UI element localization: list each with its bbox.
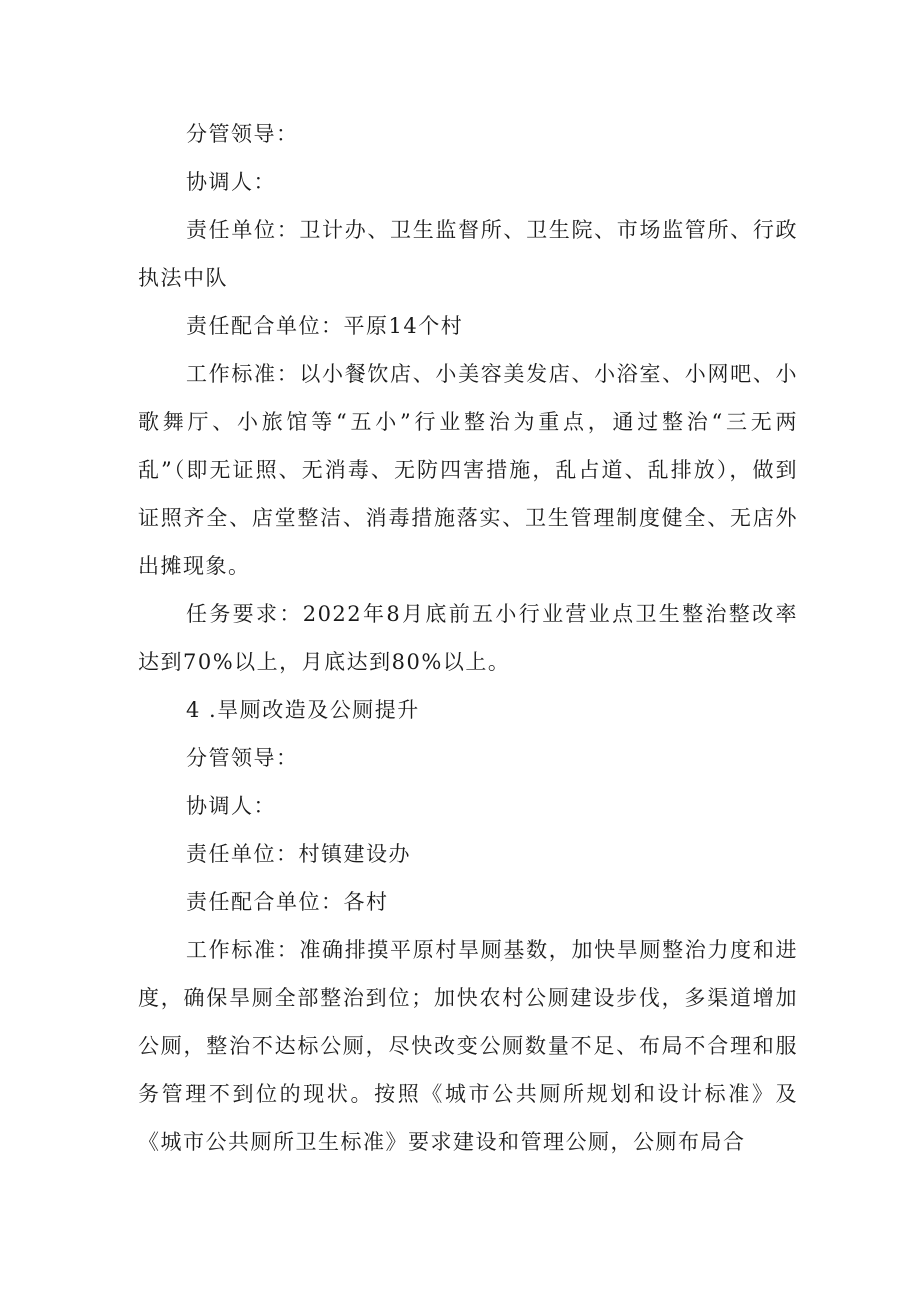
paragraph-leader-2: 分管领导： xyxy=(186,746,299,770)
paragraph-task-requirement-1: 任务要求：2022年8月底前五小行业营业点卫生整治整改率达到70%以上，月底达到80%以上。 xyxy=(138,602,798,674)
paragraph-responsible-unit-2: 责任单位：村镇建设办 xyxy=(186,842,411,866)
section-heading-toilet: 4 .旱厕改造及公厕提升 xyxy=(186,698,420,722)
paragraph-cooperating-unit-1: 责任配合单位：平原14个村 xyxy=(186,314,464,338)
paragraph-responsible-unit-1: 责任单位：卫计办、卫生监督所、卫生院、市场监管所、行政执法中队 xyxy=(138,218,798,290)
paragraph-work-standard-1: 工作标准：以小餐饮店、小美容美发店、小浴室、小网吧、小歌舞厅、小旅馆等“五小”行业整治为重点，通过整治“三无两乱”（即无证照、无消毒、无防四害措施，乱占道、乱排放），做到证照齐全、店堂整洁、消毒措施落实、卫生管理制度健全、无店外出摊现象。 xyxy=(138,362,798,578)
document-body xyxy=(138,110,798,1166)
paragraph-cooperating-unit-2: 责任配合单位：各村 xyxy=(186,890,389,914)
paragraph-coordinator-1: 协调人： xyxy=(186,170,276,194)
paragraph-coordinator-2: 协调人： xyxy=(186,794,276,818)
paragraph-work-standard-2: 工作标准：准确排摸平原村旱厕基数，加快旱厕整治力度和进度，确保旱厕全部整治到位；加快农村公厕建设步伐，多渠道增加公厕，整治不达标公厕，尽快改变公厕数量不足、布局不合理和服务管理不到位的现状。按照《城市公共厕所规划和设计标准》及《城市公共厕所卫生标准》要求建设和管理公厕，公厕布局合 xyxy=(138,938,798,1154)
paragraph-leader-1: 分管领导： xyxy=(186,122,299,146)
